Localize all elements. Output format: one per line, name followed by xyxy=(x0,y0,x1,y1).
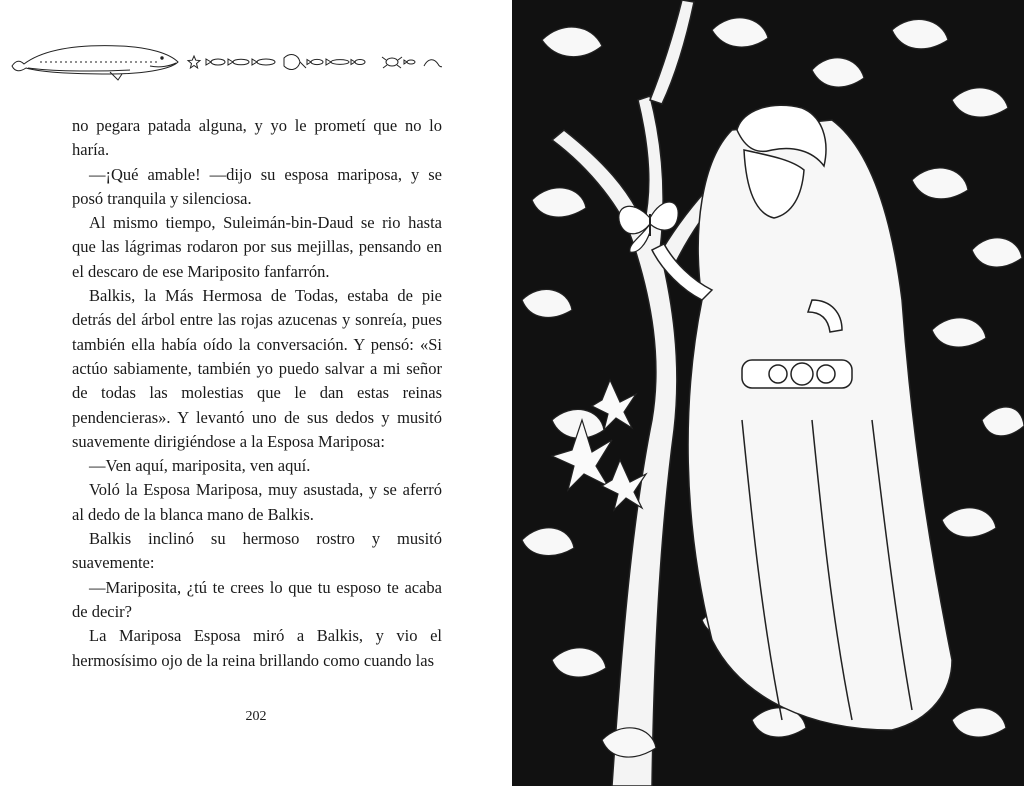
fish-icon xyxy=(228,59,249,65)
fish-icon xyxy=(404,60,415,64)
whale-icon xyxy=(12,46,178,80)
fish-icon xyxy=(351,60,365,65)
page-number: 202 xyxy=(245,709,267,724)
eel-icon xyxy=(424,60,442,67)
fish-icon xyxy=(206,59,225,65)
sea-creatures-ornament xyxy=(10,38,442,82)
illustration xyxy=(512,0,1024,786)
ray-icon xyxy=(284,55,306,70)
paragraph: —Mariposita, ¿tú te crees lo que tu esposo te acaba de decir? xyxy=(72,577,442,621)
paragraph: La Mariposa Esposa miró a Balkis, y vio el hermosísimo ojo de la reina brillando como cuando las xyxy=(72,626,442,670)
paragraph: Balkis, la Más Hermosa de Todas, estaba de pie detrás del árbol entre las rojas azucenas y sonreía, pues también ella había oído la conversación. Y pensó: «Si actúo sabiamente, también yo puedo salvar a mi señor de todas las molestias que le dan estas reinas pendencieras». Y levantó uno de sus dedos y musitó suavemente dirigiéndose a la Esposa Mariposa: xyxy=(72,286,442,451)
paragraph: Balkis inclinó su hermoso rostro y musitó suavemente: xyxy=(72,529,442,573)
crab-icon xyxy=(382,57,402,68)
paragraph: —¡Qué amable! —dijo su esposa mariposa, y se posó tranquila y silenciosa. xyxy=(72,164,442,208)
body-text xyxy=(72,114,442,673)
fish-icon xyxy=(326,59,349,65)
fish-icon xyxy=(307,59,323,64)
paragraph: Voló la Esposa Mariposa, muy asustada, y se aferró al dedo de la blanca mano de Balkis. xyxy=(72,480,442,524)
paragraph: no pegara patada alguna, y yo le prometí que no lo haría. xyxy=(72,116,442,160)
fish-icon xyxy=(252,59,275,65)
paragraph: Al mismo tiempo, Suleimán-bin-Daud se rio hasta que las lágrimas rodaron por sus mejillas, pensando en el descaro de ese Mariposito fanfarrón. xyxy=(72,213,442,281)
paragraph: —Ven aquí, mariposita, ven aquí. xyxy=(89,456,311,476)
starfish-icon xyxy=(188,56,200,68)
illustration-page xyxy=(512,0,1024,786)
